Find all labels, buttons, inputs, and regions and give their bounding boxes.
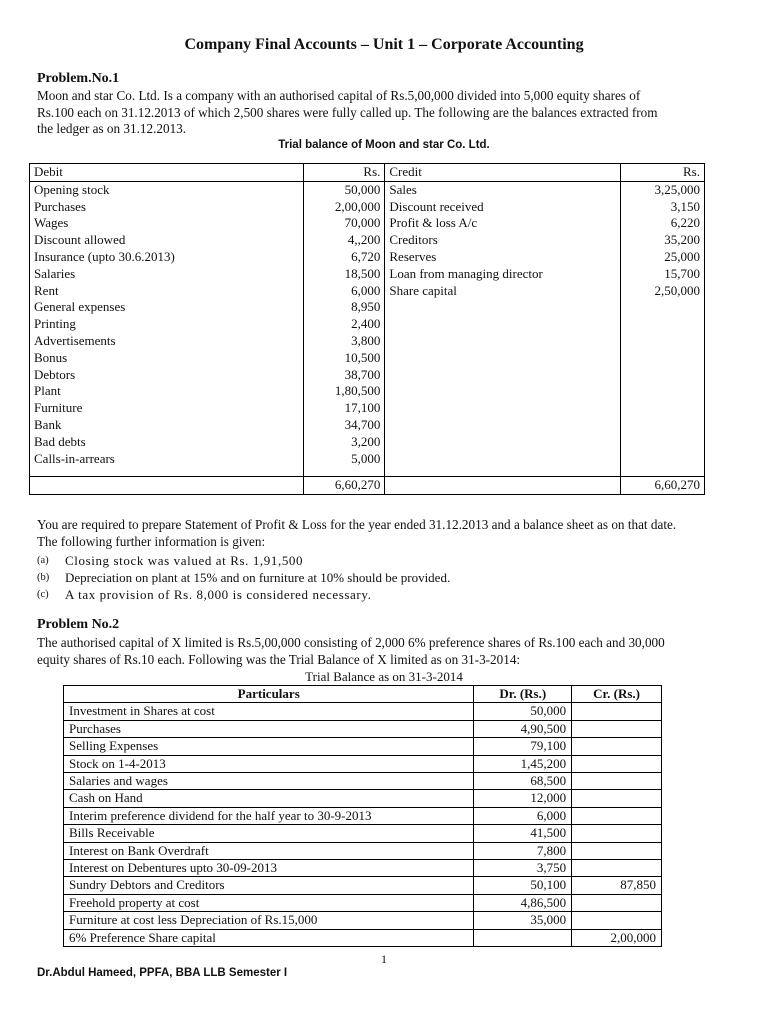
particulars-cell: Interim preference dividend for the half year to 30-9-2013 (64, 807, 474, 824)
table-row (64, 807, 662, 824)
credit-cell (572, 703, 662, 720)
problem2-intro (37, 635, 757, 668)
debit-amount: 18,500 (303, 266, 385, 283)
debit-account: General expenses (30, 299, 304, 316)
debit-account: Printing (30, 316, 304, 333)
table-header-row (30, 164, 705, 182)
table-total-row (30, 477, 705, 495)
table-row (30, 199, 705, 216)
credit-amount (621, 333, 705, 350)
particulars-cell: Selling Expenses (64, 738, 474, 755)
debit-cell: 6,000 (474, 807, 572, 824)
problem1-intro-line: Moon and star Co. Ltd. Is a company with an authorised capital of Rs.5,00,000 divided into 5,000 equity shares of (37, 88, 641, 103)
credit-cell (572, 755, 662, 772)
table-row (64, 825, 662, 842)
credit-account: Profit & loss A/c (385, 215, 621, 232)
column-header: Credit (385, 164, 621, 182)
total-label (385, 477, 621, 495)
debit-amount: 17,100 (303, 400, 385, 417)
debit-cell: 12,000 (474, 790, 572, 807)
debit-cell (474, 929, 572, 946)
problem2-intro-line: The authorised capital of X limited is Rs.5,00,000 consisting of 2,000 6% preference shares of Rs.100 each and 30,000 (37, 635, 665, 650)
particulars-cell: Furniture at cost less Depreciation of Rs.15,000 (64, 912, 474, 929)
debit-account: Bank (30, 417, 304, 434)
credit-cell (572, 773, 662, 790)
credit-amount (621, 299, 705, 316)
credit-account (385, 451, 621, 468)
table-row (64, 929, 662, 946)
requirement-line: You are required to prepare Statement of Profit & Loss for the year ended 31.12.2013 and a balance sheet as on that date. (37, 517, 677, 532)
particulars-cell: Sundry Debtors and Creditors (64, 877, 474, 894)
table-row (30, 299, 705, 316)
table-row (64, 860, 662, 877)
problem1-heading: Problem.No.1 (37, 71, 120, 86)
credit-amount: 35,200 (621, 232, 705, 249)
credit-account: Loan from managing director (385, 266, 621, 283)
spacer-cell (621, 467, 705, 477)
table-row (64, 790, 662, 807)
problem2-intro-line: equity shares of Rs.10 each. Following was the Trial Balance of X limited as on 31-3-2014: (37, 651, 521, 667)
credit-cell (572, 912, 662, 929)
particulars-cell: 6% Preference Share capital (64, 929, 474, 946)
credit-amount: 6,220 (621, 215, 705, 232)
particulars-cell: Interest on Bank Overdraft (64, 842, 474, 859)
debit-total: 6,60,270 (303, 477, 385, 495)
spacer-cell (30, 467, 304, 477)
debit-amount: 1,80,500 (303, 383, 385, 400)
table-row (30, 316, 705, 333)
table-row (30, 181, 705, 198)
credit-cell (572, 860, 662, 877)
debit-cell: 79,100 (474, 738, 572, 755)
table-row (30, 451, 705, 468)
credit-amount (621, 451, 705, 468)
debit-amount: 34,700 (303, 417, 385, 434)
debit-cell: 1,45,200 (474, 755, 572, 772)
total-label (30, 477, 304, 495)
footer-author: Dr.Abdul Hameed, PPFA, BBA LLB Semester I (37, 967, 288, 979)
page-number: 1 (381, 952, 387, 966)
table-row (64, 894, 662, 911)
debit-cell: 41,500 (474, 825, 572, 842)
table-row (64, 755, 662, 772)
credit-cell (572, 807, 662, 824)
table-row (64, 738, 662, 755)
list-item-label: (a) (37, 555, 49, 566)
page-title: Company Final Accounts – Unit 1 – Corporate Accounting (184, 36, 584, 53)
particulars-cell: Purchases (64, 720, 474, 737)
credit-account: Reserves (385, 249, 621, 266)
problem1-intro-line: the ledger as on 31.12.2013. (37, 121, 187, 136)
credit-amount (621, 350, 705, 367)
table-header-row (64, 686, 662, 703)
column-header: Dr. (Rs.) (474, 686, 572, 703)
column-header: Cr. (Rs.) (572, 686, 662, 703)
credit-account (385, 367, 621, 384)
credit-amount: 2,50,000 (621, 283, 705, 300)
credit-account (385, 299, 621, 316)
debit-account: Bonus (30, 350, 304, 367)
table-row (30, 367, 705, 384)
trial-balance-2-caption: Trial Balance as on 31-3-2014 (305, 669, 463, 684)
debit-account: Furniture (30, 400, 304, 417)
column-header: Debit (30, 164, 304, 182)
credit-cell (572, 842, 662, 859)
column-header: Particulars (64, 686, 474, 703)
debit-account: Opening stock (30, 181, 304, 198)
problem2-heading: Problem No.2 (37, 617, 120, 632)
credit-cell (572, 894, 662, 911)
debit-amount: 10,500 (303, 350, 385, 367)
credit-cell: 2,00,000 (572, 929, 662, 946)
debit-amount: 5,000 (303, 451, 385, 468)
debit-cell: 4,90,500 (474, 720, 572, 737)
debit-account: Rent (30, 283, 304, 300)
debit-amount: 8,950 (303, 299, 385, 316)
debit-account: Discount allowed (30, 232, 304, 249)
spacer-cell (385, 467, 621, 477)
particulars-cell: Interest on Debentures upto 30-09-2013 (64, 860, 474, 877)
list-item-label: (c) (37, 589, 49, 600)
credit-account: Sales (385, 181, 621, 198)
debit-cell: 3,750 (474, 860, 572, 877)
credit-account: Discount received (385, 199, 621, 216)
debit-amount: 2,00,000 (303, 199, 385, 216)
particulars-cell: Investment in Shares at cost (64, 703, 474, 720)
credit-total: 6,60,270 (621, 477, 705, 495)
debit-amount: 38,700 (303, 367, 385, 384)
list-item-label: (b) (37, 572, 50, 583)
credit-account (385, 350, 621, 367)
table-row (64, 720, 662, 737)
debit-account: Plant (30, 383, 304, 400)
credit-amount: 3,150 (621, 199, 705, 216)
debit-account: Debtors (30, 367, 304, 384)
credit-amount (621, 417, 705, 434)
credit-cell (572, 825, 662, 842)
list-item-text: A tax provision of Rs. 8,000 is considered necessary. (65, 587, 372, 602)
table-row (30, 383, 705, 400)
problem1-requirement (37, 517, 757, 550)
debit-account: Salaries (30, 266, 304, 283)
debit-amount: 50,000 (303, 181, 385, 198)
spacer-cell (303, 467, 385, 477)
credit-amount: 3,25,000 (621, 181, 705, 198)
table-row (64, 912, 662, 929)
trial-balance-table (29, 163, 705, 495)
debit-cell: 50,100 (474, 877, 572, 894)
credit-amount (621, 400, 705, 417)
debit-amount: 4,,200 (303, 232, 385, 249)
debit-amount: 2,400 (303, 316, 385, 333)
credit-account (385, 383, 621, 400)
list-item-text: Depreciation on plant at 15% and on furniture at 10% should be provided. (65, 570, 451, 585)
debit-account: Purchases (30, 199, 304, 216)
credit-account (385, 400, 621, 417)
trial-balance-caption: Trial balance of Moon and star Co. Ltd. (278, 139, 490, 151)
table-row (64, 703, 662, 720)
debit-cell: 7,800 (474, 842, 572, 859)
table-row (30, 333, 705, 350)
requirement-line: The following further information is given: (37, 533, 266, 549)
particulars-cell: Cash on Hand (64, 790, 474, 807)
debit-cell: 4,86,500 (474, 894, 572, 911)
debit-account: Advertisements (30, 333, 304, 350)
particulars-cell: Freehold property at cost (64, 894, 474, 911)
debit-account: Bad debts (30, 434, 304, 451)
debit-amount: 3,800 (303, 333, 385, 350)
trial-balance-2-table (63, 685, 662, 947)
table-row (30, 283, 705, 300)
credit-amount (621, 383, 705, 400)
credit-cell: 87,850 (572, 877, 662, 894)
table-row (30, 434, 705, 451)
table-row (64, 877, 662, 894)
problem1-intro (37, 88, 737, 138)
particulars-cell: Salaries and wages (64, 773, 474, 790)
debit-amount: 6,720 (303, 249, 385, 266)
credit-account (385, 333, 621, 350)
credit-amount (621, 316, 705, 333)
column-header: Rs. (303, 164, 385, 182)
table-spacer-row (30, 467, 705, 477)
credit-cell (572, 738, 662, 755)
column-header: Rs. (621, 164, 705, 182)
debit-amount: 3,200 (303, 434, 385, 451)
credit-amount: 25,000 (621, 249, 705, 266)
debit-account: Insurance (upto 30.6.2013) (30, 249, 304, 266)
particulars-cell: Bills Receivable (64, 825, 474, 842)
particulars-cell: Stock on 1-4-2013 (64, 755, 474, 772)
credit-cell (572, 790, 662, 807)
table-row (30, 266, 705, 283)
debit-account: Calls-in-arrears (30, 451, 304, 468)
debit-cell: 50,000 (474, 703, 572, 720)
table-row (30, 350, 705, 367)
credit-account: Share capital (385, 283, 621, 300)
credit-account (385, 434, 621, 451)
credit-amount (621, 434, 705, 451)
table-row (64, 842, 662, 859)
list-item-text: Closing stock was valued at Rs. 1,91,500 (65, 553, 304, 568)
table-row (30, 417, 705, 434)
credit-account (385, 417, 621, 434)
credit-account: Creditors (385, 232, 621, 249)
debit-amount: 6,000 (303, 283, 385, 300)
debit-account: Wages (30, 215, 304, 232)
table-row (30, 232, 705, 249)
credit-amount (621, 367, 705, 384)
table-row (30, 215, 705, 232)
debit-amount: 70,000 (303, 215, 385, 232)
problem1-intro-line: Rs.100 each on 31.12.2013 of which 2,500 shares were fully called up. The following are the balances extracted from (37, 104, 658, 120)
credit-account (385, 316, 621, 333)
table-row (64, 773, 662, 790)
credit-amount: 15,700 (621, 266, 705, 283)
table-row (30, 249, 705, 266)
table-row (30, 400, 705, 417)
credit-cell (572, 720, 662, 737)
debit-cell: 35,000 (474, 912, 572, 929)
debit-cell: 68,500 (474, 773, 572, 790)
